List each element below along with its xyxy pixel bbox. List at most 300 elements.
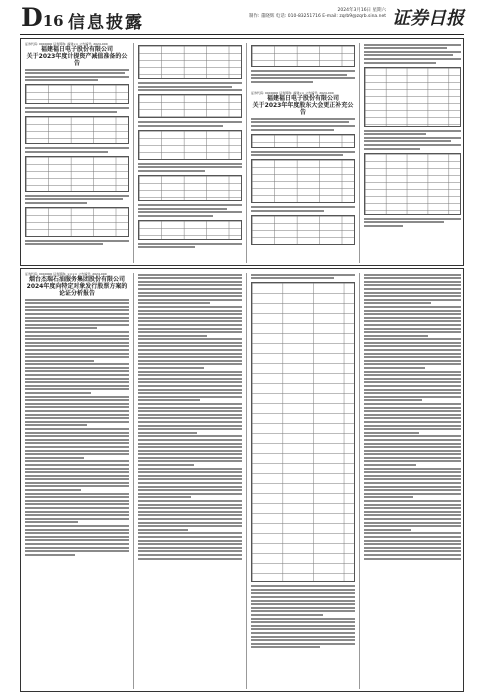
contact-line: 制作: 董晓辉 电话: 010-83251716 E-mail: zqrb9@zqrb.sina.net [248,14,386,19]
text-line [138,432,197,434]
text-line [138,317,242,319]
text-line [25,349,129,351]
text-line [138,507,242,509]
text-line [138,288,242,290]
text-line [25,521,78,523]
data-table [364,67,461,127]
text-line [25,525,129,527]
text-line [364,471,461,473]
text-line [138,349,242,351]
text-line [138,558,242,560]
text-line [251,625,355,627]
text-line [138,457,242,459]
data-table [138,220,242,240]
text-line [25,532,129,534]
text-line [364,496,413,498]
text-line [25,309,129,311]
announcement-code: 证券代码: 0000000 证券简称: 福建×× 公告编号: 2024-000 [251,91,334,96]
text-line [138,313,242,315]
text-line [364,371,461,373]
column-divider [359,43,360,263]
text-line [138,345,242,347]
text-line [25,324,129,326]
text-line [138,529,188,531]
header-rule [20,34,464,35]
text-line [138,532,242,534]
text-line [251,600,355,602]
text-line [364,284,461,286]
text-line [25,356,129,358]
text-line [364,389,461,391]
text-line [364,363,461,365]
text-line [138,295,242,297]
text-line [138,443,242,445]
text-line [364,529,411,531]
text-line [364,407,461,409]
text-line [138,543,242,545]
text-line [138,320,242,322]
text-line [364,414,461,416]
text-line [364,486,461,488]
text-line [364,392,461,394]
text-line [364,328,461,330]
text-line [364,428,461,430]
text-line [364,338,461,340]
text-line [25,475,129,477]
body-text [364,274,461,560]
text-line [364,500,461,502]
text-line [364,489,461,491]
text-line [251,632,355,634]
text-line [25,478,129,480]
text-line [25,345,129,347]
text-line [364,547,461,549]
text-line [364,443,461,445]
text-line [364,468,461,470]
text-line [364,288,461,290]
text-line [138,460,242,462]
text-line [138,414,242,416]
text-line [364,302,431,304]
column-divider [133,43,134,263]
announcement-company: 烟台杰瑞石油服务集团股份有限公司 [28,276,125,283]
newspaper-logo: 证券日报 [392,8,464,29]
text-line [364,554,461,556]
text-line [25,396,129,398]
text-line [25,327,97,329]
text-line [364,353,461,355]
text-line [25,392,91,394]
text-line [25,320,129,322]
text-line [364,381,461,383]
text-line [364,313,461,315]
text-line [364,482,461,484]
data-table [251,282,355,582]
text-line [25,511,129,513]
lower-announcement [20,268,464,692]
announcement-company: 福建福日电子股份有限公司 [40,46,113,53]
text-line [138,277,242,279]
text-line [138,514,242,516]
text-line [25,299,129,301]
text-line [251,628,355,630]
text-line [364,306,461,308]
text-line [364,331,461,333]
text-line [251,643,355,645]
text-line [138,360,242,362]
announcement-code: 证券代码: 0000000 证券简称: ×××× 公告编号: 2024-000 [25,272,107,276]
text-line [251,614,323,616]
text-line [364,457,461,459]
text-line [138,536,242,538]
data-table [364,153,461,215]
body-text [138,274,242,560]
text-line [364,439,461,441]
text-line [138,428,242,430]
text-line [25,450,129,452]
text-line [138,439,242,441]
text-line [25,554,75,556]
text-line [138,342,242,344]
announcement-2 [251,42,355,264]
announcement-3 [25,272,129,690]
column-divider [133,273,134,689]
text-line [25,317,129,319]
text-line [364,320,461,322]
announcement-title: 关于2023年年度股东大会更正补充公告 [252,102,354,117]
text-line [25,489,81,491]
text-line [364,274,461,276]
page-number [21,4,64,32]
text-line [364,507,461,509]
text-line [25,471,129,473]
announcement-3-continued-2 [364,272,461,690]
text-line [138,356,242,358]
text-line [364,446,461,448]
text-line [138,511,242,513]
text-line [364,317,461,319]
announcement-3-table-column [251,272,355,690]
text-line [25,313,129,315]
text-line [25,518,129,520]
data-table [251,45,355,67]
text-line [138,371,242,373]
text-line [251,589,355,591]
text-line [25,331,129,333]
text-line [25,370,129,372]
text-line [25,388,129,390]
page-letter: D [21,3,43,32]
text-line [25,381,129,383]
text-line [138,547,242,549]
text-line [364,295,461,297]
text-line [25,482,129,484]
text-line [25,302,129,304]
text-line [25,414,129,416]
text-line [364,522,461,524]
text-line [138,302,210,304]
text-line [25,529,129,531]
text-line [25,464,129,466]
announcement-1-continued [138,42,242,264]
text-line [138,471,242,473]
text-line [364,349,461,351]
text-line [364,450,461,452]
text-line [364,536,461,538]
text-line [25,446,129,448]
data-table [25,116,129,144]
data-table [251,159,355,203]
announcement-company: 福建福日电子股份有限公司 [266,95,339,103]
text-line [364,525,461,527]
section-title: 信息披露 [68,13,144,33]
announcement-1 [25,42,129,264]
text-line [138,540,242,542]
data-table [25,84,129,104]
text-line [138,489,242,491]
text-line [25,496,129,498]
text-line [364,335,428,337]
text-line [25,543,129,545]
text-line [364,396,461,398]
text-line [138,486,242,488]
text-line [25,406,129,408]
text-line [25,338,129,340]
text-line [138,450,242,452]
text-line [138,385,242,387]
text-line [138,453,242,455]
text-line [25,342,129,344]
text-line [364,518,461,520]
text-line [364,299,461,301]
data-table [138,130,242,160]
date-line: 2024年3月16日 星期六 [337,8,386,13]
text-line [251,610,355,612]
text-line [25,500,129,502]
text-line [138,525,242,527]
text-line [138,410,242,412]
text-line [138,407,242,409]
text-line [138,363,242,365]
text-line [138,518,242,520]
text-line [138,500,242,502]
text-line [364,435,461,437]
text-line [138,425,242,427]
announcement-title: 关于2023年度计提资产减值准备的公告 [26,53,128,67]
column-divider [246,43,247,263]
text-line [138,522,242,524]
text-line [251,596,355,598]
text-line [364,281,461,283]
text-line [138,274,242,276]
text-line [138,331,242,333]
text-line [364,324,461,326]
text-line [364,464,416,466]
data-table [138,175,242,201]
data-table [25,156,129,192]
text-line [25,399,129,401]
text-line [25,335,129,337]
text-line [364,478,461,480]
text-line [25,453,129,455]
text-line [364,310,461,312]
text-line [364,460,461,462]
text-line [138,281,242,283]
text-line [251,585,355,587]
upper-announcements [20,38,464,266]
text-line [25,536,129,538]
text-line [25,468,129,470]
text-line [364,421,461,423]
announcement-title: 2024年度向特定对象发行股票方案的论证分析报告 [26,283,128,297]
text-line [364,374,461,376]
text-line [25,417,129,419]
text-line [364,425,461,427]
text-line [364,356,461,358]
text-line [138,554,242,556]
text-line [364,543,461,545]
text-line [138,292,242,294]
text-line [364,550,461,552]
text-line [138,367,204,369]
text-line [138,328,242,330]
text-line [138,338,242,340]
text-line [138,284,242,286]
text-line [364,475,461,477]
text-line [25,435,129,437]
text-line [251,621,355,623]
data-table [251,134,355,148]
text-line [25,428,129,430]
text-line [25,424,87,426]
text-line [364,493,461,495]
text-line [364,385,461,387]
text-line [364,504,461,506]
text-line [138,493,242,495]
text-line [138,310,242,312]
text-line [25,363,129,365]
data-table [25,207,129,237]
text-line [25,457,84,459]
text-line [251,646,320,648]
text-line [25,507,129,509]
text-line [25,378,129,380]
text-line [25,306,129,308]
data-table [251,215,355,245]
text-line [138,335,207,337]
announcement-3-continued [138,272,242,690]
text-line [25,493,129,495]
text-line [251,592,355,594]
text-line [25,503,129,505]
text-line [25,550,129,552]
text-line [138,353,242,355]
text-line [138,496,191,498]
text-line [138,403,242,405]
text-line [364,367,425,369]
text-line [138,389,242,391]
text-line [364,403,461,405]
text-line [251,603,355,605]
text-line [364,432,419,434]
text-line [364,345,461,347]
text-line [25,514,129,516]
text-line [138,381,242,383]
text-line [251,639,355,641]
header-meta [249,8,386,20]
column-divider [359,273,360,689]
text-line [138,475,242,477]
text-line [138,421,242,423]
text-line [364,399,422,401]
text-line [364,342,461,344]
column-divider [246,273,247,689]
text-line [138,378,242,380]
text-line [138,550,242,552]
text-line [251,618,355,620]
text-line [138,435,242,437]
text-line [25,432,129,434]
text-line [364,511,461,513]
text-line [25,539,129,541]
text-line [25,547,129,549]
text-line [25,403,129,405]
data-table [138,45,242,79]
text-line [364,378,461,380]
text-line [364,360,461,362]
text-line [25,367,129,369]
text-line [138,396,242,398]
text-line [364,410,461,412]
text-line [364,558,461,560]
text-line [138,446,242,448]
page-number-digits: 16 [42,12,64,30]
text-line [25,410,129,412]
text-line [138,417,242,419]
announcement-2-continued [364,42,461,264]
data-table [138,94,242,118]
text-line [25,460,129,462]
text-line [138,324,242,326]
text-line [364,540,461,542]
text-line [25,439,129,441]
text-line [25,385,129,387]
text-line [251,607,355,609]
text-line [138,399,200,401]
text-line [138,482,242,484]
text-line [364,453,461,455]
text-line [25,421,129,423]
text-line [364,532,461,534]
text-line [138,504,242,506]
announcement-code: 证券代码: 0000000 证券简称: 福建×× 公告编号: 2024-000 [25,42,108,46]
body-text [25,299,129,556]
text-line [138,468,242,470]
text-line [138,464,194,466]
text-line [364,514,461,516]
text-line [25,485,129,487]
text-line [364,277,461,279]
body-text [251,585,355,648]
text-line [364,292,461,294]
text-line [138,374,242,376]
text-line [25,360,94,362]
text-line [364,417,461,419]
text-line [138,392,242,394]
text-line [25,353,129,355]
text-line [25,374,129,376]
text-line [138,299,242,301]
